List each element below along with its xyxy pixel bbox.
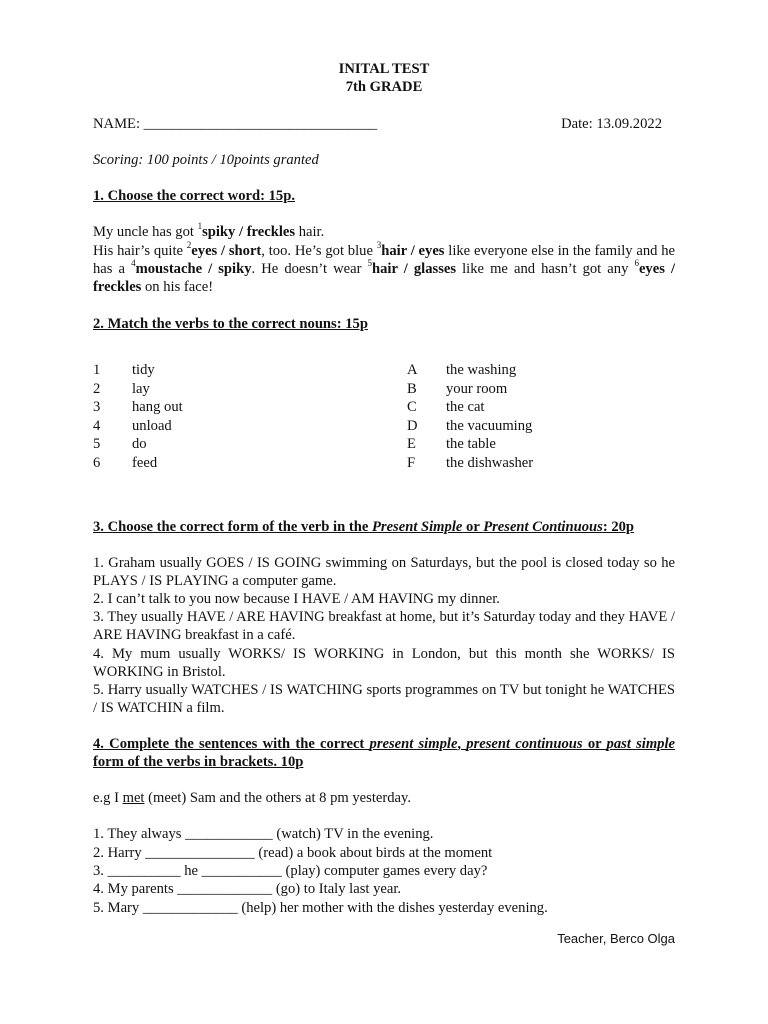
match-number: 5 [93,436,101,452]
match-number: 2 [93,381,101,397]
section4-item: 4. My parents _____________ (go) to Italy last year. [93,881,402,897]
section3-item: 2. I can’t talk to you now because I HAVE / AM HAVING my dinner. [93,591,500,607]
section4-example: e.g I met (meet) Sam and the others at 8 pm yesterday. [93,790,412,806]
section3-item: 3. They usually HAVE / ARE HAVING breakfast at home, but it’s Saturday today and they HAVE / ARE HAVING breakfast in a café. [93,609,675,643]
match-noun: the cat [446,399,485,415]
match-letter: A [407,362,418,378]
section4-item: 2. Harry _______________ (read) a book about birds at the moment [93,845,493,861]
match-letter: E [407,436,416,452]
section4-item: 5. Mary _____________ (help) her mother with the dishes yesterday evening. [93,900,548,916]
match-row [0,380,768,398]
match-number: 4 [93,418,101,434]
test-title: INITAL TEST [338,61,430,77]
match-letter: F [407,455,416,471]
grade-title: 7th GRADE [345,79,423,95]
section2-heading: 2. Match the verbs to the correct nouns: 15p [93,316,368,332]
match-letter: C [407,399,417,415]
match-verb: hang out [132,399,183,415]
match-letter: D [407,418,418,434]
date-label: Date: 13.09.2022 [561,116,662,132]
match-row [0,417,768,435]
section4-item: 3. __________ he ___________ (play) computer games every day? [93,863,488,879]
name-field: NAME: ________________________________ [93,116,378,132]
match-verb: feed [132,455,158,471]
match-verb: tidy [132,362,155,378]
match-row [0,361,768,379]
match-noun: the washing [446,362,517,378]
match-noun: the vacuuming [446,418,533,434]
match-verb: do [132,436,147,452]
match-letter: B [407,381,417,397]
match-number: 6 [93,455,101,471]
section3-item: 5. Harry usually WATCHES / IS WATCHING sports programmes on TV but tonight he WATCHES / IS WATCHIN a film. [93,682,675,716]
scoring-text: Scoring: 100 points / 10points granted [93,152,319,168]
section3-heading: 3. Choose the correct form of the verb in the Present Simple or Present Continuous: 20p [93,519,635,535]
section3-item: 1. Graham usually GOES / IS GOING swimming on Saturdays, but the pool is closed today so he PLAYS / IS PLAYING a computer game. [93,555,675,589]
match-row [0,398,768,416]
section1-paragraph: His hair’s quite $^2$eyes / short, too. He’s got blue $^3$hair / eyes like everyone else in the family and he has a $^4$moustache / spiky. He doesn’t wear $^5$hair / glasses like me and hasn’t got any $^6$eyes / freckles on his face! [93,240,676,295]
section1-line1: My uncle has got $^1$spiky / freckles hair. [93,221,325,240]
section3-item: 4. My mum usually WORKS/ IS WORKING in London, but this month she WORKS/ IS WORKING in Bristol. [93,646,675,680]
match-number: 3 [93,399,101,415]
match-verb: unload [132,418,172,434]
teacher-signature: Teacher, Berco Olga [557,931,675,946]
match-row [0,454,768,472]
section1-heading: 1. Choose the correct word: 15p. [93,188,295,204]
match-noun: the table [446,436,496,452]
match-noun: your room [446,381,508,397]
match-noun: the dishwasher [446,455,534,471]
match-number: 1 [93,362,101,378]
match-verb: lay [132,381,150,397]
section4-item: 1. They always ____________ (watch) TV in the evening. [93,826,434,842]
section4-heading: 4. Complete the sentences with the correct present simple, present continuous or past simple form of the verbs in brackets. 10p [93,736,675,770]
match-row [0,435,768,453]
